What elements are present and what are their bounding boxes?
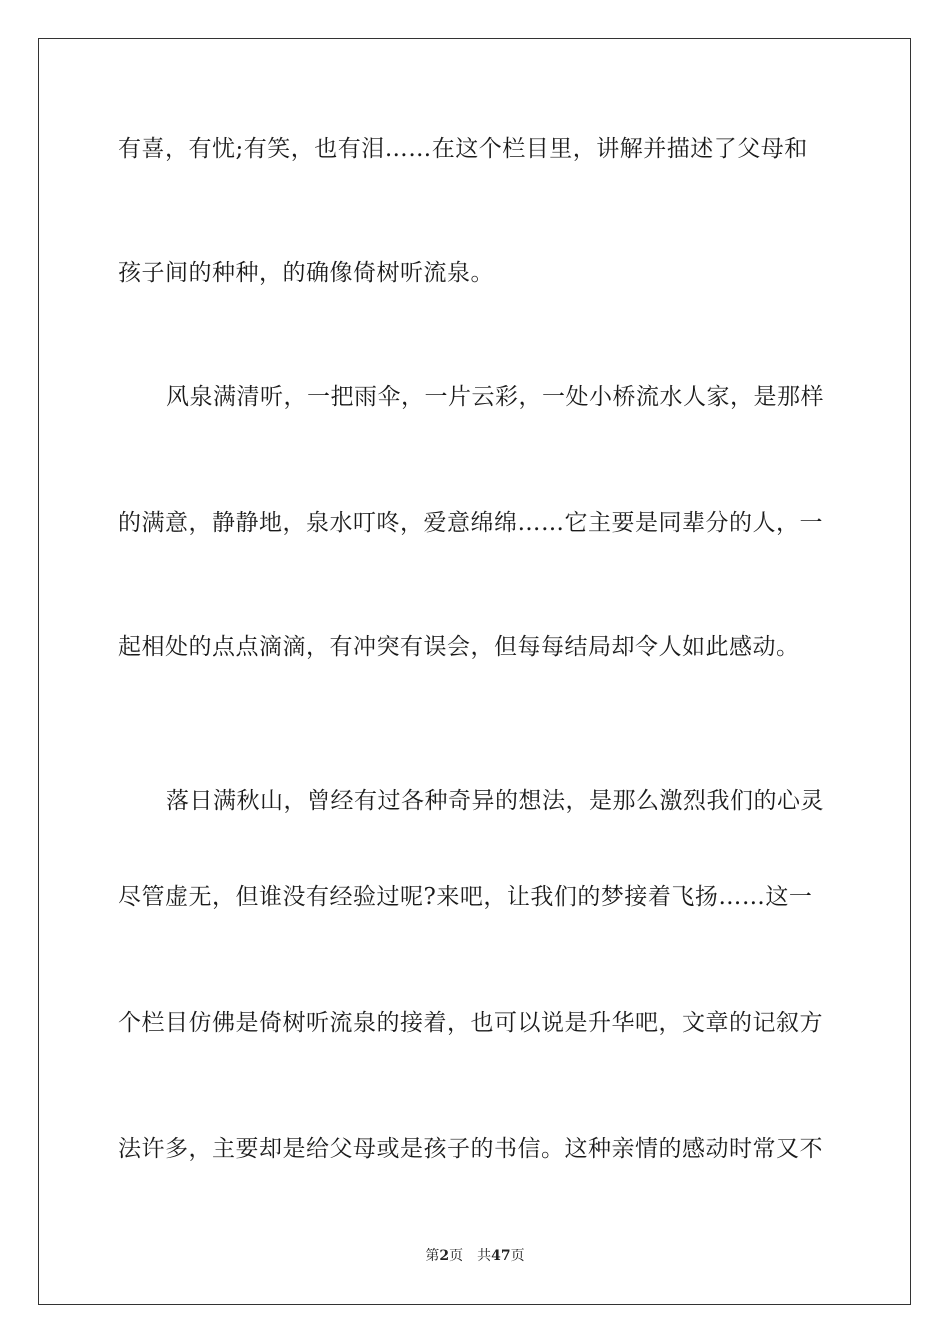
text-line: 的满意，静静地，泉水叮咚，爱意绵绵……它主要是同辈分的人，一: [118, 510, 823, 536]
text-line: 法许多，主要却是给父母或是孩子的书信。这种亲情的感动时常又不: [118, 1136, 823, 1162]
text-line: 个栏目仿佛是倚树听流泉的接着，也可以说是升华吧，文章的记叙方: [118, 1010, 823, 1036]
text-line: 尽管虚无，但谁没有经验过呢?来吧，让我们的梦接着飞扬……这一: [118, 884, 813, 910]
total-prefix: 共: [477, 1248, 492, 1264]
paragraph-start-line: 落日满秋山，曾经有过各种奇异的想法，是那么激烈我们的心灵: [166, 788, 824, 814]
page-prefix: 第: [425, 1248, 440, 1264]
text-line: 有喜，有忧;有笑，也有泪……在这个栏目里，讲解并描述了父母和: [118, 136, 808, 162]
page-footer: [0, 1247, 950, 1265]
text-line: 起相处的点点滴滴，有冲突有误会，但每每结局却令人如此感动。: [118, 634, 800, 660]
paragraph-start-line: 风泉满清听，一把雨伞，一片云彩，一处小桥流水人家，是那样: [166, 384, 824, 410]
current-page-number: 2: [439, 1248, 450, 1264]
total-suffix: 页: [510, 1248, 525, 1264]
page-suffix: 页: [449, 1248, 464, 1264]
page-border: [38, 38, 911, 1305]
text-line: 孩子间的种种，的确像倚树听流泉。: [118, 260, 494, 286]
total-page-number: 47: [491, 1248, 511, 1264]
